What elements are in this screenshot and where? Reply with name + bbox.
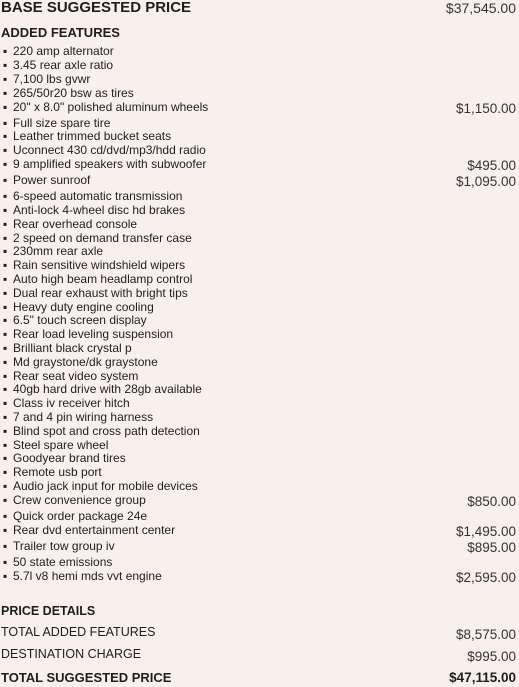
feature-label: Auto high beam headlamp control [13,272,193,286]
bullet-icon: ▪ [3,313,8,327]
feature-item [3,451,126,465]
bullet-icon: ▪ [3,509,8,523]
feature-item [3,217,137,231]
feature-label: Blind spot and cross path detection [13,424,200,438]
feature-label: Heavy duty engine cooling [13,300,154,314]
bullet-icon: ▪ [3,272,8,286]
feature-item [3,203,185,217]
feature-item [3,382,202,396]
feature-label: Rear seat video system [13,369,139,383]
bullet-icon: ▪ [3,438,8,452]
feature-label: Brilliant black crystal p [13,341,132,355]
feature-price: $850.00 [467,494,516,509]
feature-item [3,493,146,507]
feature-label: 2 speed on demand transfer case [13,231,192,245]
total-added-features-label: TOTAL ADDED FEATURES [1,625,156,639]
bullet-icon: ▪ [3,173,8,187]
feature-item [3,72,90,86]
feature-item [3,129,171,143]
feature-label: Rear load leveling suspension [13,327,174,341]
bullet-icon: ▪ [3,396,8,410]
feature-label: Rear overhead console [13,217,138,231]
bullet-icon: ▪ [3,382,8,396]
feature-item [3,231,192,245]
feature-price: $2,595.00 [455,570,516,585]
bullet-icon: ▪ [3,157,8,171]
destination-charge-label: DESTINATION CHARGE [1,647,142,661]
bullet-icon: ▪ [3,189,8,203]
destination-charge-price: $995.00 [467,649,516,664]
bullet-icon: ▪ [3,72,8,86]
bullet-icon: ▪ [3,300,8,314]
feature-item [3,100,208,114]
base-price-value: $37,545.00 [445,0,516,16]
feature-item [3,438,108,452]
feature-price: $1,150.00 [455,101,516,116]
bullet-icon: ▪ [3,523,8,537]
feature-label: 220 amp alternator [13,44,114,58]
feature-item [3,341,132,355]
feature-item [3,116,110,130]
base-price-title: BASE SUGGESTED PRICE [1,0,192,16]
feature-item [3,509,147,523]
bullet-icon: ▪ [3,203,8,217]
feature-label: 230mm rear axle [13,244,104,258]
feature-label: Dual rear exhaust with bright tips [13,286,188,300]
feature-label: 6.5" touch screen display [13,313,147,327]
feature-price: $495.00 [467,158,516,173]
feature-label: Rear dvd entertainment center [13,523,176,537]
feature-label: 20" x 8.0" polished aluminum wheels [13,100,209,114]
bullet-icon: ▪ [3,143,8,157]
total-suggested-price-value: $47,115.00 [449,670,516,685]
feature-item [3,300,154,314]
feature-price: $895.00 [467,540,516,555]
feature-label: 6-speed automatic transmission [13,189,183,203]
total-added-features-price: $8,575.00 [455,627,516,642]
feature-label: Rain sensitive windshield wipers [13,258,186,272]
feature-item [3,189,182,203]
bullet-icon: ▪ [3,424,8,438]
feature-price: $1,495.00 [455,524,516,539]
bullet-icon: ▪ [3,569,8,583]
feature-item [3,327,173,341]
bullet-icon: ▪ [3,258,8,272]
bullet-icon: ▪ [3,451,8,465]
feature-label: Remote usb port [13,465,102,479]
feature-price: $1,095.00 [455,174,516,189]
feature-label: 7,100 lbs gvwr [13,72,91,86]
feature-item [3,396,130,410]
feature-label: 7 and 4 pin wiring harness [13,410,154,424]
feature-label: 265/50r20 bsw as tires [13,86,134,100]
feature-label: Steel spare wheel [13,438,109,452]
price-details-title: PRICE DETAILS [1,604,96,618]
feature-item [3,410,153,424]
bullet-icon: ▪ [3,86,8,100]
feature-item [3,569,162,583]
bullet-icon: ▪ [3,410,8,424]
feature-label: 9 amplified speakers with subwoofer [13,157,207,171]
feature-label: Full size spare tire [13,116,111,130]
bullet-icon: ▪ [3,355,8,369]
feature-label: Uconnect 430 cd/dvd/mp3/hdd radio [13,143,206,157]
bullet-icon: ▪ [3,100,8,114]
feature-label: 50 state emissions [13,555,113,569]
added-features-title: ADDED FEATURES [1,25,120,40]
feature-item [3,555,112,569]
feature-label: Anti-lock 4-wheel disc hd brakes [13,203,186,217]
feature-item [3,86,134,100]
bullet-icon: ▪ [3,244,8,258]
feature-item [3,173,90,187]
feature-item [3,286,188,300]
feature-label: 3.45 rear axle ratio [13,58,114,72]
feature-label: Leather trimmed bucket seats [13,129,172,143]
bullet-icon: ▪ [3,465,8,479]
bullet-icon: ▪ [3,327,8,341]
feature-item [3,244,103,258]
bullet-icon: ▪ [3,44,8,58]
bullet-icon: ▪ [3,129,8,143]
feature-item [3,313,147,327]
feature-label: Goodyear brand tires [13,451,126,465]
feature-item [3,479,198,493]
feature-label: Crew convenience group [13,493,146,507]
feature-label: 40gb hard drive with 28gb available [13,382,202,396]
bullet-icon: ▪ [3,539,8,553]
feature-item [3,539,115,553]
feature-item [3,369,138,383]
feature-item [3,523,175,537]
total-suggested-price-label: TOTAL SUGGESTED PRICE [1,670,172,685]
bullet-icon: ▪ [3,493,8,507]
bullet-icon: ▪ [3,231,8,245]
feature-item [3,272,192,286]
feature-label: Power sunroof [13,173,91,187]
bullet-icon: ▪ [3,286,8,300]
feature-item [3,157,206,171]
feature-label: Quick order package 24e [13,509,148,523]
feature-item [3,58,113,72]
bullet-icon: ▪ [3,341,8,355]
bullet-icon: ▪ [3,555,8,569]
feature-label: 5.7l v8 hemi mds vvt engine [13,569,162,583]
feature-item [3,143,206,157]
bullet-icon: ▪ [3,217,8,231]
bullet-icon: ▪ [3,369,8,383]
feature-item [3,465,102,479]
feature-label: Audio jack input for mobile devices [13,479,198,493]
feature-item [3,44,114,58]
bullet-icon: ▪ [3,116,8,130]
feature-label: Class iv receiver hitch [13,396,130,410]
feature-item [3,258,185,272]
feature-label: Md graystone/dk graystone [13,355,158,369]
bullet-icon: ▪ [3,479,8,493]
feature-item [3,424,200,438]
feature-label: Trailer tow group iv [13,539,115,553]
feature-item [3,355,158,369]
bullet-icon: ▪ [3,58,8,72]
